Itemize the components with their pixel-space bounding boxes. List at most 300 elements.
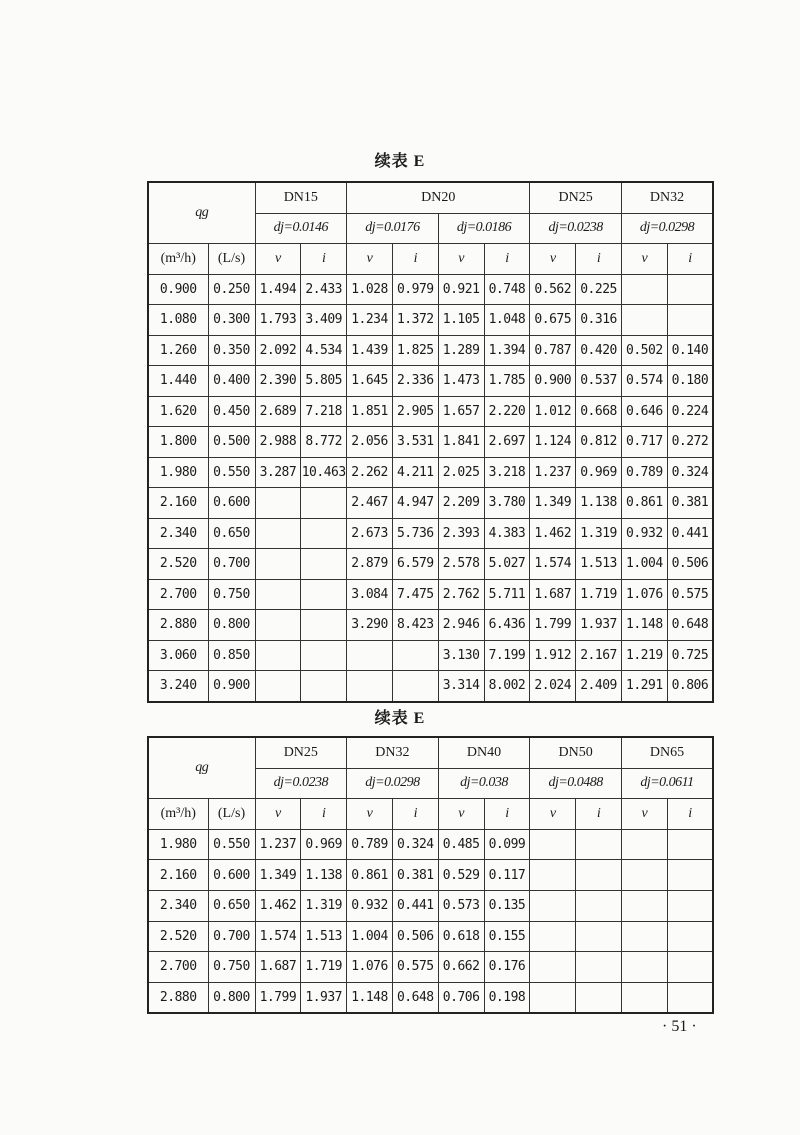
velocity-header: v	[621, 244, 667, 275]
table-row	[148, 610, 713, 641]
table-cell	[301, 640, 347, 671]
table-cell: 0.180	[667, 366, 713, 397]
table-cell: 2.167	[576, 640, 622, 671]
table-cell	[301, 518, 347, 549]
table-cell: 2.880	[148, 610, 208, 641]
head-loss-header: i	[667, 244, 713, 275]
table-cell	[301, 579, 347, 610]
table-cell: 1.687	[530, 579, 576, 610]
table-row	[148, 457, 713, 488]
table-cell: 7.475	[392, 579, 438, 610]
table-cell: 2.336	[392, 366, 438, 397]
table-cell: 1.799	[255, 982, 301, 1013]
table-cell: 1.048	[484, 305, 530, 336]
table-cell	[530, 952, 576, 983]
page-number: · 51 ·	[662, 1018, 697, 1035]
table-cell: 2.689	[255, 396, 301, 427]
table-cell: 1.028	[347, 274, 393, 305]
table-cell: 0.969	[576, 457, 622, 488]
table-cell	[667, 982, 713, 1013]
head-loss-header: i	[484, 244, 530, 275]
table-cell: 0.502	[621, 335, 667, 366]
table-cell: 1.494	[255, 274, 301, 305]
table-row	[148, 579, 713, 610]
table-cell	[576, 860, 622, 891]
table-cell: 0.650	[208, 890, 255, 921]
table-cell	[392, 671, 438, 702]
table-cell: 0.800	[208, 982, 255, 1013]
table-cell: 0.224	[667, 396, 713, 427]
velocity-header: v	[347, 799, 393, 830]
table-cell: 0.324	[392, 829, 438, 860]
header-row-units	[148, 799, 713, 830]
table-cell: 0.900	[208, 671, 255, 702]
table-cell: 0.250	[208, 274, 255, 305]
table-cell: 0.812	[576, 427, 622, 458]
table-cell: 2.056	[347, 427, 393, 458]
head-loss-header: i	[484, 799, 530, 830]
table-row	[148, 274, 713, 305]
table-cell: 0.650	[208, 518, 255, 549]
dn-header: DN32	[621, 182, 713, 213]
table-cell: 2.700	[148, 952, 208, 983]
table-cell: 2.520	[148, 921, 208, 952]
table-cell: 0.600	[208, 488, 255, 519]
table-cell	[576, 829, 622, 860]
table-cell	[621, 921, 667, 952]
table-cell: 4.534	[301, 335, 347, 366]
table-cell: 1.439	[347, 335, 393, 366]
table-cell: 0.700	[208, 921, 255, 952]
table-cell: 1.105	[438, 305, 484, 336]
table-cell: 1.012	[530, 396, 576, 427]
table-cell: 0.932	[347, 890, 393, 921]
table-row	[148, 366, 713, 397]
table-cell: 0.979	[392, 274, 438, 305]
table-2-title: 续表 E	[374, 710, 426, 727]
table-row	[148, 396, 713, 427]
table-row	[148, 518, 713, 549]
table-row	[148, 890, 713, 921]
table-cell: 5.736	[392, 518, 438, 549]
table-cell: 0.675	[530, 305, 576, 336]
table-cell: 2.340	[148, 518, 208, 549]
table-cell: 3.218	[484, 457, 530, 488]
table-cell: 2.340	[148, 890, 208, 921]
table-cell: 4.211	[392, 457, 438, 488]
inner-diameter-header: dj=0.0176	[347, 213, 439, 244]
table-cell: 2.262	[347, 457, 393, 488]
table-cell: 0.789	[621, 457, 667, 488]
table-cell: 0.450	[208, 396, 255, 427]
table-cell: 2.697	[484, 427, 530, 458]
dn-header: DN20	[347, 182, 530, 213]
table-cell: 1.851	[347, 396, 393, 427]
table-row	[148, 982, 713, 1013]
table-row	[148, 952, 713, 983]
table-cell: 0.176	[484, 952, 530, 983]
table-cell: 2.209	[438, 488, 484, 519]
table-cell: 3.060	[148, 640, 208, 671]
table-cell	[255, 579, 301, 610]
inner-diameter-header: dj=0.0186	[438, 213, 530, 244]
table-cell: 4.383	[484, 518, 530, 549]
table-cell: 2.467	[347, 488, 393, 519]
table-cell: 1.937	[576, 610, 622, 641]
table-cell: 3.780	[484, 488, 530, 519]
table-cell: 1.785	[484, 366, 530, 397]
table-cell: 1.462	[530, 518, 576, 549]
pipe-flow-table-1	[147, 181, 714, 703]
table-cell: 0.225	[576, 274, 622, 305]
table-cell	[530, 860, 576, 891]
table-cell	[667, 921, 713, 952]
table-cell: 1.124	[530, 427, 576, 458]
table-cell	[530, 921, 576, 952]
table-cell	[530, 829, 576, 860]
table-cell: 1.319	[576, 518, 622, 549]
table-cell: 1.980	[148, 829, 208, 860]
velocity-header: v	[255, 244, 301, 275]
table-cell	[255, 671, 301, 702]
table-cell: 1.004	[621, 549, 667, 580]
table-cell: 0.932	[621, 518, 667, 549]
table-row	[148, 549, 713, 580]
table-cell: 0.324	[667, 457, 713, 488]
table-cell: 0.668	[576, 396, 622, 427]
table-row	[148, 640, 713, 671]
table-cell: 0.706	[438, 982, 484, 1013]
table-cell: 0.500	[208, 427, 255, 458]
table-cell: 1.473	[438, 366, 484, 397]
table-cell: 0.198	[484, 982, 530, 1013]
table-cell: 5.711	[484, 579, 530, 610]
table-cell: 2.393	[438, 518, 484, 549]
table-cell: 0.618	[438, 921, 484, 952]
table-cell: 1.349	[255, 860, 301, 891]
dn-header: DN65	[621, 737, 713, 768]
table-cell	[392, 640, 438, 671]
table-cell: 1.912	[530, 640, 576, 671]
table-cell: 1.138	[301, 860, 347, 891]
table-cell: 3.240	[148, 671, 208, 702]
table-cell	[255, 549, 301, 580]
table-cell: 8.002	[484, 671, 530, 702]
table-cell	[576, 982, 622, 1013]
table-cell: 0.717	[621, 427, 667, 458]
table-row	[148, 488, 713, 519]
head-loss-header: i	[576, 799, 622, 830]
table-cell: 0.850	[208, 640, 255, 671]
table-cell: 1.513	[576, 549, 622, 580]
head-loss-header: i	[301, 244, 347, 275]
table-cell: 0.861	[347, 860, 393, 891]
table-cell: 1.799	[530, 610, 576, 641]
dn-header: DN15	[255, 182, 347, 213]
table-cell: 0.806	[667, 671, 713, 702]
table-cell: 0.155	[484, 921, 530, 952]
table-cell	[576, 921, 622, 952]
header-row-dn	[148, 737, 713, 768]
inner-diameter-header: dj=0.0146	[255, 213, 347, 244]
table-cell: 1.148	[347, 982, 393, 1013]
dn-header: DN50	[530, 737, 622, 768]
table-cell: 1.076	[347, 952, 393, 983]
table-cell: 1.440	[148, 366, 208, 397]
table-cell: 0.350	[208, 335, 255, 366]
table-row	[148, 671, 713, 702]
table-cell: 8.423	[392, 610, 438, 641]
table-cell: 0.662	[438, 952, 484, 983]
table-row	[148, 921, 713, 952]
table-row	[148, 860, 713, 891]
table-cell: 0.575	[667, 579, 713, 610]
table-cell: 1.237	[530, 457, 576, 488]
table-cell: 1.574	[255, 921, 301, 952]
table-cell: 0.750	[208, 579, 255, 610]
table-cell: 1.289	[438, 335, 484, 366]
table-cell: 2.762	[438, 579, 484, 610]
table-cell	[621, 860, 667, 891]
inner-diameter-header: dj=0.0611	[621, 768, 713, 799]
header-row-units	[148, 244, 713, 275]
table-cell: 1.291	[621, 671, 667, 702]
table-row	[148, 829, 713, 860]
table-cell: 1.574	[530, 549, 576, 580]
table-cell: 1.394	[484, 335, 530, 366]
table-cell: 0.381	[392, 860, 438, 891]
table-cell: 1.645	[347, 366, 393, 397]
inner-diameter-header: dj=0.0488	[530, 768, 622, 799]
table-cell: 2.409	[576, 671, 622, 702]
unit-m3h: (m³/h)	[148, 799, 208, 830]
table-cell: 0.441	[392, 890, 438, 921]
unit-ls: (L/s)	[208, 244, 255, 275]
table-cell: 0.789	[347, 829, 393, 860]
table-cell: 0.562	[530, 274, 576, 305]
unit-ls: (L/s)	[208, 799, 255, 830]
table-cell: 1.513	[301, 921, 347, 952]
table-cell: 1.719	[576, 579, 622, 610]
table-cell: 2.880	[148, 982, 208, 1013]
table-cell	[301, 549, 347, 580]
table-cell	[667, 305, 713, 336]
velocity-header: v	[255, 799, 301, 830]
table-cell: 0.537	[576, 366, 622, 397]
table-cell: 2.879	[347, 549, 393, 580]
table-cell: 1.148	[621, 610, 667, 641]
inner-diameter-header: dj=0.038	[438, 768, 530, 799]
table-cell: 1.620	[148, 396, 208, 427]
table-cell: 0.117	[484, 860, 530, 891]
table-cell: 2.160	[148, 860, 208, 891]
table-cell	[255, 518, 301, 549]
table-cell: 3.287	[255, 457, 301, 488]
table-cell	[621, 274, 667, 305]
table-cell: 0.506	[667, 549, 713, 580]
inner-diameter-header: dj=0.0298	[347, 768, 439, 799]
table-cell: 6.436	[484, 610, 530, 641]
table-cell	[347, 640, 393, 671]
table-cell: 0.550	[208, 457, 255, 488]
table-cell: 1.687	[255, 952, 301, 983]
table-cell: 6.579	[392, 549, 438, 580]
table-cell: 2.578	[438, 549, 484, 580]
table-cell: 3.314	[438, 671, 484, 702]
flow-label: qg	[148, 737, 255, 799]
table-cell: 0.099	[484, 829, 530, 860]
dn-header: DN25	[530, 182, 622, 213]
unit-m3h: (m³/h)	[148, 244, 208, 275]
table-cell: 0.648	[392, 982, 438, 1013]
table-cell: 1.080	[148, 305, 208, 336]
table-cell: 0.969	[301, 829, 347, 860]
inner-diameter-header: dj=0.0238	[530, 213, 622, 244]
table-cell: 1.219	[621, 640, 667, 671]
table-cell	[530, 890, 576, 921]
table-cell: 7.199	[484, 640, 530, 671]
inner-diameter-header: dj=0.0238	[255, 768, 347, 799]
table-cell: 1.841	[438, 427, 484, 458]
table-cell: 4.947	[392, 488, 438, 519]
table-cell: 7.218	[301, 396, 347, 427]
table-cell: 3.409	[301, 305, 347, 336]
table-cell: 2.946	[438, 610, 484, 641]
head-loss-header: i	[301, 799, 347, 830]
table-cell: 0.441	[667, 518, 713, 549]
table-cell: 2.700	[148, 579, 208, 610]
table-cell: 0.140	[667, 335, 713, 366]
table-cell	[621, 829, 667, 860]
table-cell	[301, 488, 347, 519]
table-cell: 0.272	[667, 427, 713, 458]
table-cell: 3.290	[347, 610, 393, 641]
table-cell: 2.673	[347, 518, 393, 549]
header-row-dn	[148, 182, 713, 213]
table-cell: 1.793	[255, 305, 301, 336]
table-cell: 2.988	[255, 427, 301, 458]
table-cell: 0.648	[667, 610, 713, 641]
inner-diameter-header: dj=0.0298	[621, 213, 713, 244]
table-cell: 0.900	[530, 366, 576, 397]
table-cell: 0.921	[438, 274, 484, 305]
head-loss-header: i	[392, 244, 438, 275]
table-cell: 0.400	[208, 366, 255, 397]
table-cell: 0.646	[621, 396, 667, 427]
flow-label: qg	[148, 182, 255, 244]
table-cell: 2.520	[148, 549, 208, 580]
table-cell	[667, 860, 713, 891]
table-cell	[667, 952, 713, 983]
table-cell: 0.700	[208, 549, 255, 580]
table-cell: 2.905	[392, 396, 438, 427]
table-cell: 1.657	[438, 396, 484, 427]
table-row	[148, 305, 713, 336]
table-cell: 0.506	[392, 921, 438, 952]
table-cell	[621, 305, 667, 336]
table-cell: 1.138	[576, 488, 622, 519]
table-cell: 2.433	[301, 274, 347, 305]
table-cell: 0.485	[438, 829, 484, 860]
table-cell	[621, 952, 667, 983]
table-cell	[530, 982, 576, 1013]
head-loss-header: i	[667, 799, 713, 830]
table-cell	[255, 488, 301, 519]
table-cell: 0.787	[530, 335, 576, 366]
table-cell: 1.719	[301, 952, 347, 983]
table-cell: 1.462	[255, 890, 301, 921]
table-cell: 0.300	[208, 305, 255, 336]
table-cell: 1.980	[148, 457, 208, 488]
table-cell: 5.805	[301, 366, 347, 397]
table-cell: 0.575	[392, 952, 438, 983]
table-cell: 1.076	[621, 579, 667, 610]
table-cell	[347, 671, 393, 702]
table-cell: 2.390	[255, 366, 301, 397]
dn-header: DN32	[347, 737, 439, 768]
table-cell: 3.084	[347, 579, 393, 610]
table-cell: 1.800	[148, 427, 208, 458]
table-cell: 0.573	[438, 890, 484, 921]
table-cell	[301, 671, 347, 702]
table-cell: 3.130	[438, 640, 484, 671]
table-cell: 0.381	[667, 488, 713, 519]
table-cell	[667, 274, 713, 305]
table-cell	[255, 640, 301, 671]
table-cell: 0.529	[438, 860, 484, 891]
head-loss-header: i	[576, 244, 622, 275]
table-cell: 8.772	[301, 427, 347, 458]
table-cell: 2.160	[148, 488, 208, 519]
table-cell	[255, 610, 301, 641]
table-cell: 1.234	[347, 305, 393, 336]
table-cell: 2.025	[438, 457, 484, 488]
table-cell: 1.349	[530, 488, 576, 519]
table-row	[148, 427, 713, 458]
table-cell: 3.531	[392, 427, 438, 458]
table-cell: 1.319	[301, 890, 347, 921]
table-cell: 0.748	[484, 274, 530, 305]
table-cell: 0.800	[208, 610, 255, 641]
table-cell	[667, 829, 713, 860]
table-cell: 0.550	[208, 829, 255, 860]
table-cell: 0.135	[484, 890, 530, 921]
table-cell: 1.260	[148, 335, 208, 366]
table-cell: 0.750	[208, 952, 255, 983]
table-cell	[667, 890, 713, 921]
table-cell: 1.937	[301, 982, 347, 1013]
table-row	[148, 335, 713, 366]
table-cell: 0.725	[667, 640, 713, 671]
table-cell: 2.024	[530, 671, 576, 702]
table-cell: 1.372	[392, 305, 438, 336]
dn-header: DN25	[255, 737, 347, 768]
velocity-header: v	[438, 244, 484, 275]
table-1-title: 续表 E	[374, 153, 426, 170]
velocity-header: v	[347, 244, 393, 275]
table-cell	[301, 610, 347, 641]
table-cell: 0.420	[576, 335, 622, 366]
velocity-header: v	[621, 799, 667, 830]
table-cell: 1.237	[255, 829, 301, 860]
table-cell: 2.092	[255, 335, 301, 366]
table-cell: 1.825	[392, 335, 438, 366]
dn-header: DN40	[438, 737, 530, 768]
table-cell: 0.574	[621, 366, 667, 397]
table-cell	[621, 890, 667, 921]
table-cell: 1.004	[347, 921, 393, 952]
velocity-header: v	[530, 244, 576, 275]
